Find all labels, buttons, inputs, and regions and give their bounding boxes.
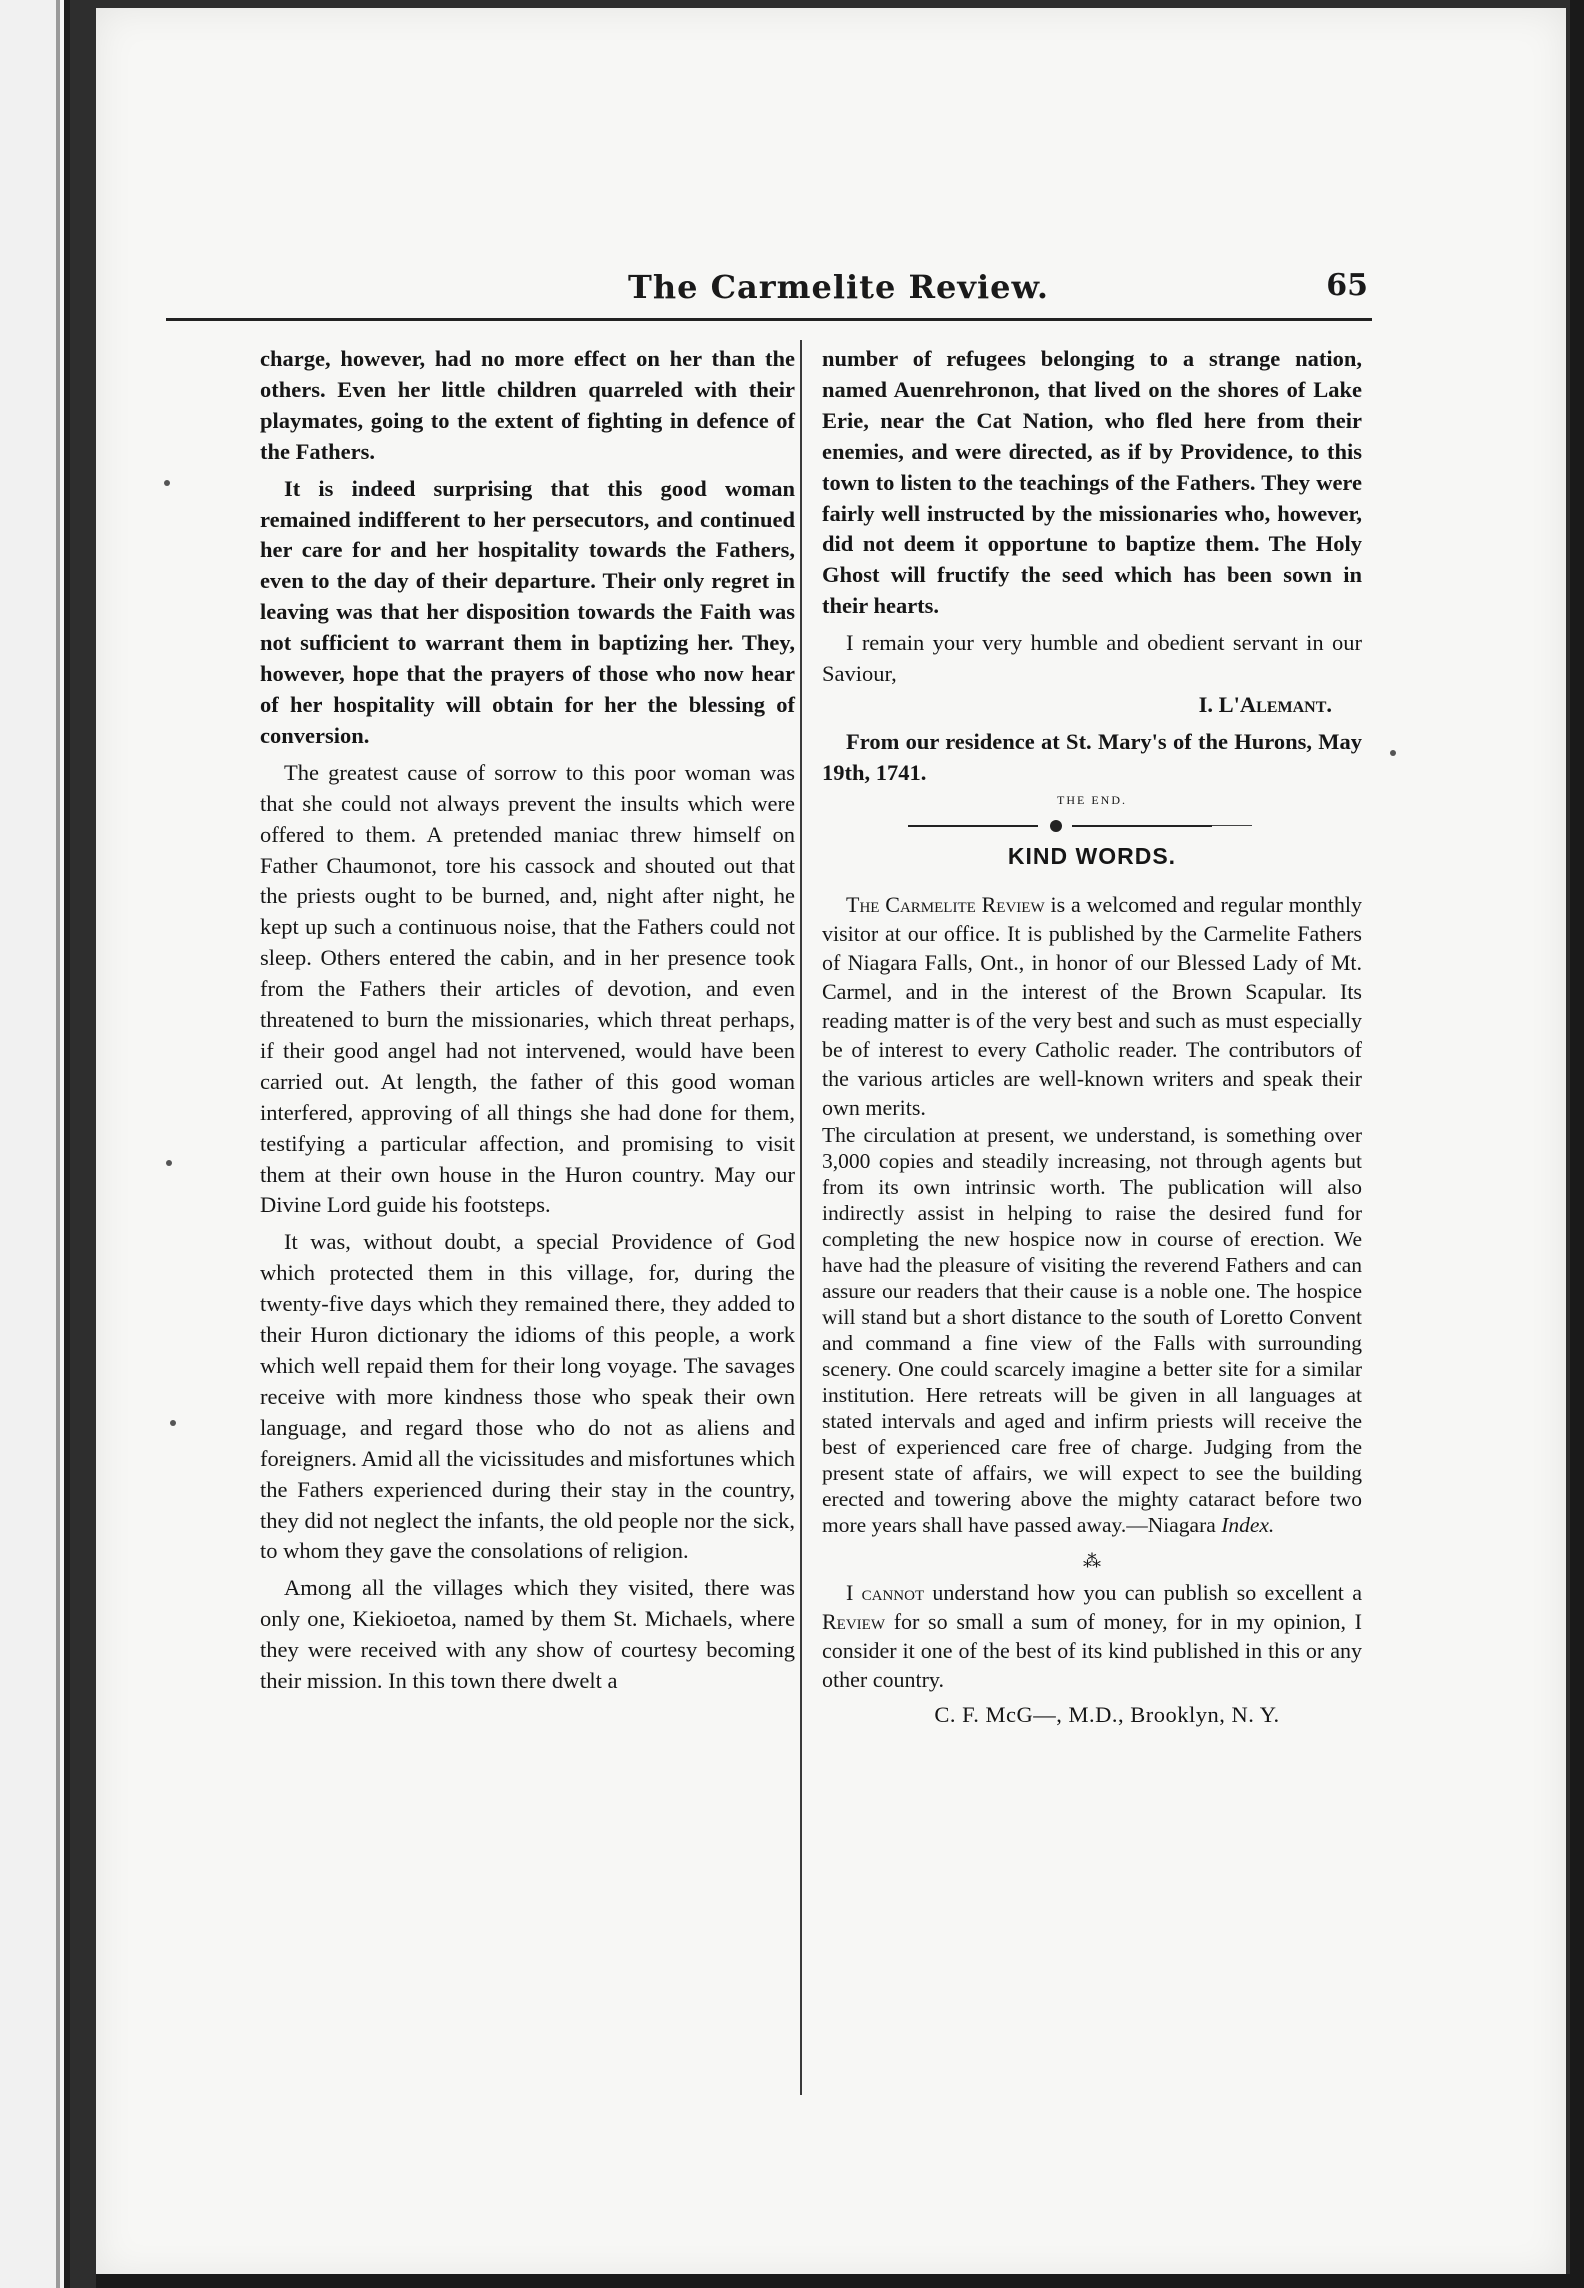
review-lead: The Carmelite Review xyxy=(846,891,1045,917)
letter-signature: I. L'Alemant. xyxy=(1198,691,1332,717)
page-number: 65 xyxy=(1326,268,1368,303)
reader-letter xyxy=(822,1578,1362,1694)
scan-border-right xyxy=(1570,0,1584,2288)
column-divider xyxy=(800,340,802,2095)
ornament-rule-left xyxy=(908,825,1038,827)
scan-speck xyxy=(166,1160,172,1166)
binding-gutter xyxy=(56,0,60,2288)
right-column xyxy=(822,344,1362,1731)
letter-attribution: C. F. McG—, M.D., Brooklyn, N. Y. xyxy=(934,1701,1280,1727)
paragraph: charge, however, had no more effect on her than the others. Even her little children quarreled with their playmates, going to the extent of fighting in defence of the Fathers. xyxy=(260,346,795,464)
review-paragraph-continued xyxy=(822,1122,1362,1538)
left-column xyxy=(260,344,795,1697)
review-source: Index. xyxy=(1221,1512,1275,1537)
paragraph: The greatest cause of sorrow to this poor woman was that she could not always prevent the insults which were offered to them. A pretended maniac threw himself on Father Chaumonot, tore his cassock and shouted out that the priests ought to be burned, and, night after night, he kept up such a continuous noise, that the Fathers could not sleep. Others entered the cabin, and in her presence took from the Fathers their articles of devotion, and even threatened to burn the missionaries, which threat perhaps, if their good angel had not intervened, would have been carried out. At length, the father of this good woman interfered, approving of all things she had done for them, testifying a particular affection, and promising to visit them at their own house in the Huron country. May our Divine Lord guide his footsteps. xyxy=(260,759,795,1218)
letter-body: for so small a sum of money, for in my opinion, I consider it one of the best of its kind published in this or any other country. xyxy=(822,1608,1362,1692)
header-rule xyxy=(166,318,1372,321)
paragraph: It was, without doubt, a special Providence of God which protected them in this village, for, during the twenty-five days which they remained there, they added to their Huron dictionary the idioms of this people, a work which well repaid them for their long voyage. The savages receive with more kindness those who speak their own language, and regard those who do not as aliens and foreigners. Amid all the vicissitudes and misfortunes which the Fathers experienced during their stay in the country, they did not neglect the infants, the old people nor the sick, to whom they gave the consolations of religion. xyxy=(260,1229,795,1564)
review-body: is a welcomed and regular monthly visitor at our office. It is published by the Carmelite Fathers of Niagara Falls, Ont., in honor of our Blessed Lady of Mt. Carmel, and in the interest of the Brown Scapular. Its reading matter is of the very best and such as must especially be of interest to every Catholic reader. The contributors of the various articles are well-known writers and speak their own merits. xyxy=(822,891,1362,1120)
letter-dateline: From our residence at St. Mary's of the Hurons, May 19th, 1741. xyxy=(822,728,1362,785)
ornament-rule-right xyxy=(1072,825,1212,827)
ornament-rule-tail xyxy=(1212,825,1252,826)
section-title: KIND WORDS. xyxy=(1007,842,1177,869)
paragraph: number of refugees belonging to a strange nation, named Auenrehronon, that lived on the shores of Lake Erie, near the Cat Nation, who fled here from their enemies, and were directed, as if by Providence, to this town to listen to the teachings of the Fathers. They were fairly well instructed by the missionaries who, however, did not deem it opportune to baptize them. The Holy Ghost will fructify the seed which has been sown in their hearts. xyxy=(822,346,1362,619)
letter-closing: I remain your very humble and obedient servant in our Saviour, xyxy=(822,630,1362,687)
scan-speck xyxy=(1390,750,1396,756)
letter-lead: I cannot xyxy=(846,1579,925,1605)
letter-body: understand how you can publish so excellent a xyxy=(924,1579,1362,1605)
scan-speck xyxy=(164,480,170,486)
paragraph: It is indeed surprising that this good woman remained indifferent to her persecutors, and continued her care for and her hospitality towards the Fathers, even to the day of their departure. Their only regret in leaving was that her disposition towards the Faith was not sufficient to warrant them in baptizing her. They, however, hope that the prayers of those who now hear of her hospitality will obtain for her the blessing of conversion. xyxy=(260,475,795,748)
paragraph: Among all the villages which they visited, there was only one, Kiekioetoa, named by them St. Michaels, where they were received with any show of courtesy becoming their mission. In this town there dwelt a xyxy=(260,1575,795,1694)
ornament-dot xyxy=(1050,820,1062,832)
letter-review-word: Review xyxy=(822,1608,885,1634)
asterism: ⁂ xyxy=(1083,1550,1101,1571)
review-paragraph xyxy=(822,890,1362,1122)
the-end-label: THE END. xyxy=(1057,792,1127,807)
section-ornament xyxy=(822,815,1362,837)
review-body: The circulation at present, we understand, is something over 3,000 copies and steadily increasing, not through agents but from its own intrinsic worth. The publication will also indirectly assist in helping to raise the desired fund for completing the new hospice now in course of erection. We have had the pleasure of visiting the reverend Fathers and can assure our readers that their cause is a noble one. The hospice will stand but a short distance to the south of Loretto Convent and command a fine view of the Falls with surrounding scenery. One could scarcely imagine a better site for a similar institution. Here retreats will be given in all languages at stated intervals and aged and infirm priests will receive the best of experienced care free of charge. Judging from the present state of affairs, we will expect to see the building erected and towering above the mighty cataract before two more years shall have passed away.—Niagara xyxy=(822,1122,1362,1537)
running-header xyxy=(168,268,1368,308)
scan-speck xyxy=(170,1420,176,1426)
scan-border-bottom xyxy=(96,2274,1584,2288)
publication-title: The Carmelite Review. xyxy=(628,268,1049,306)
